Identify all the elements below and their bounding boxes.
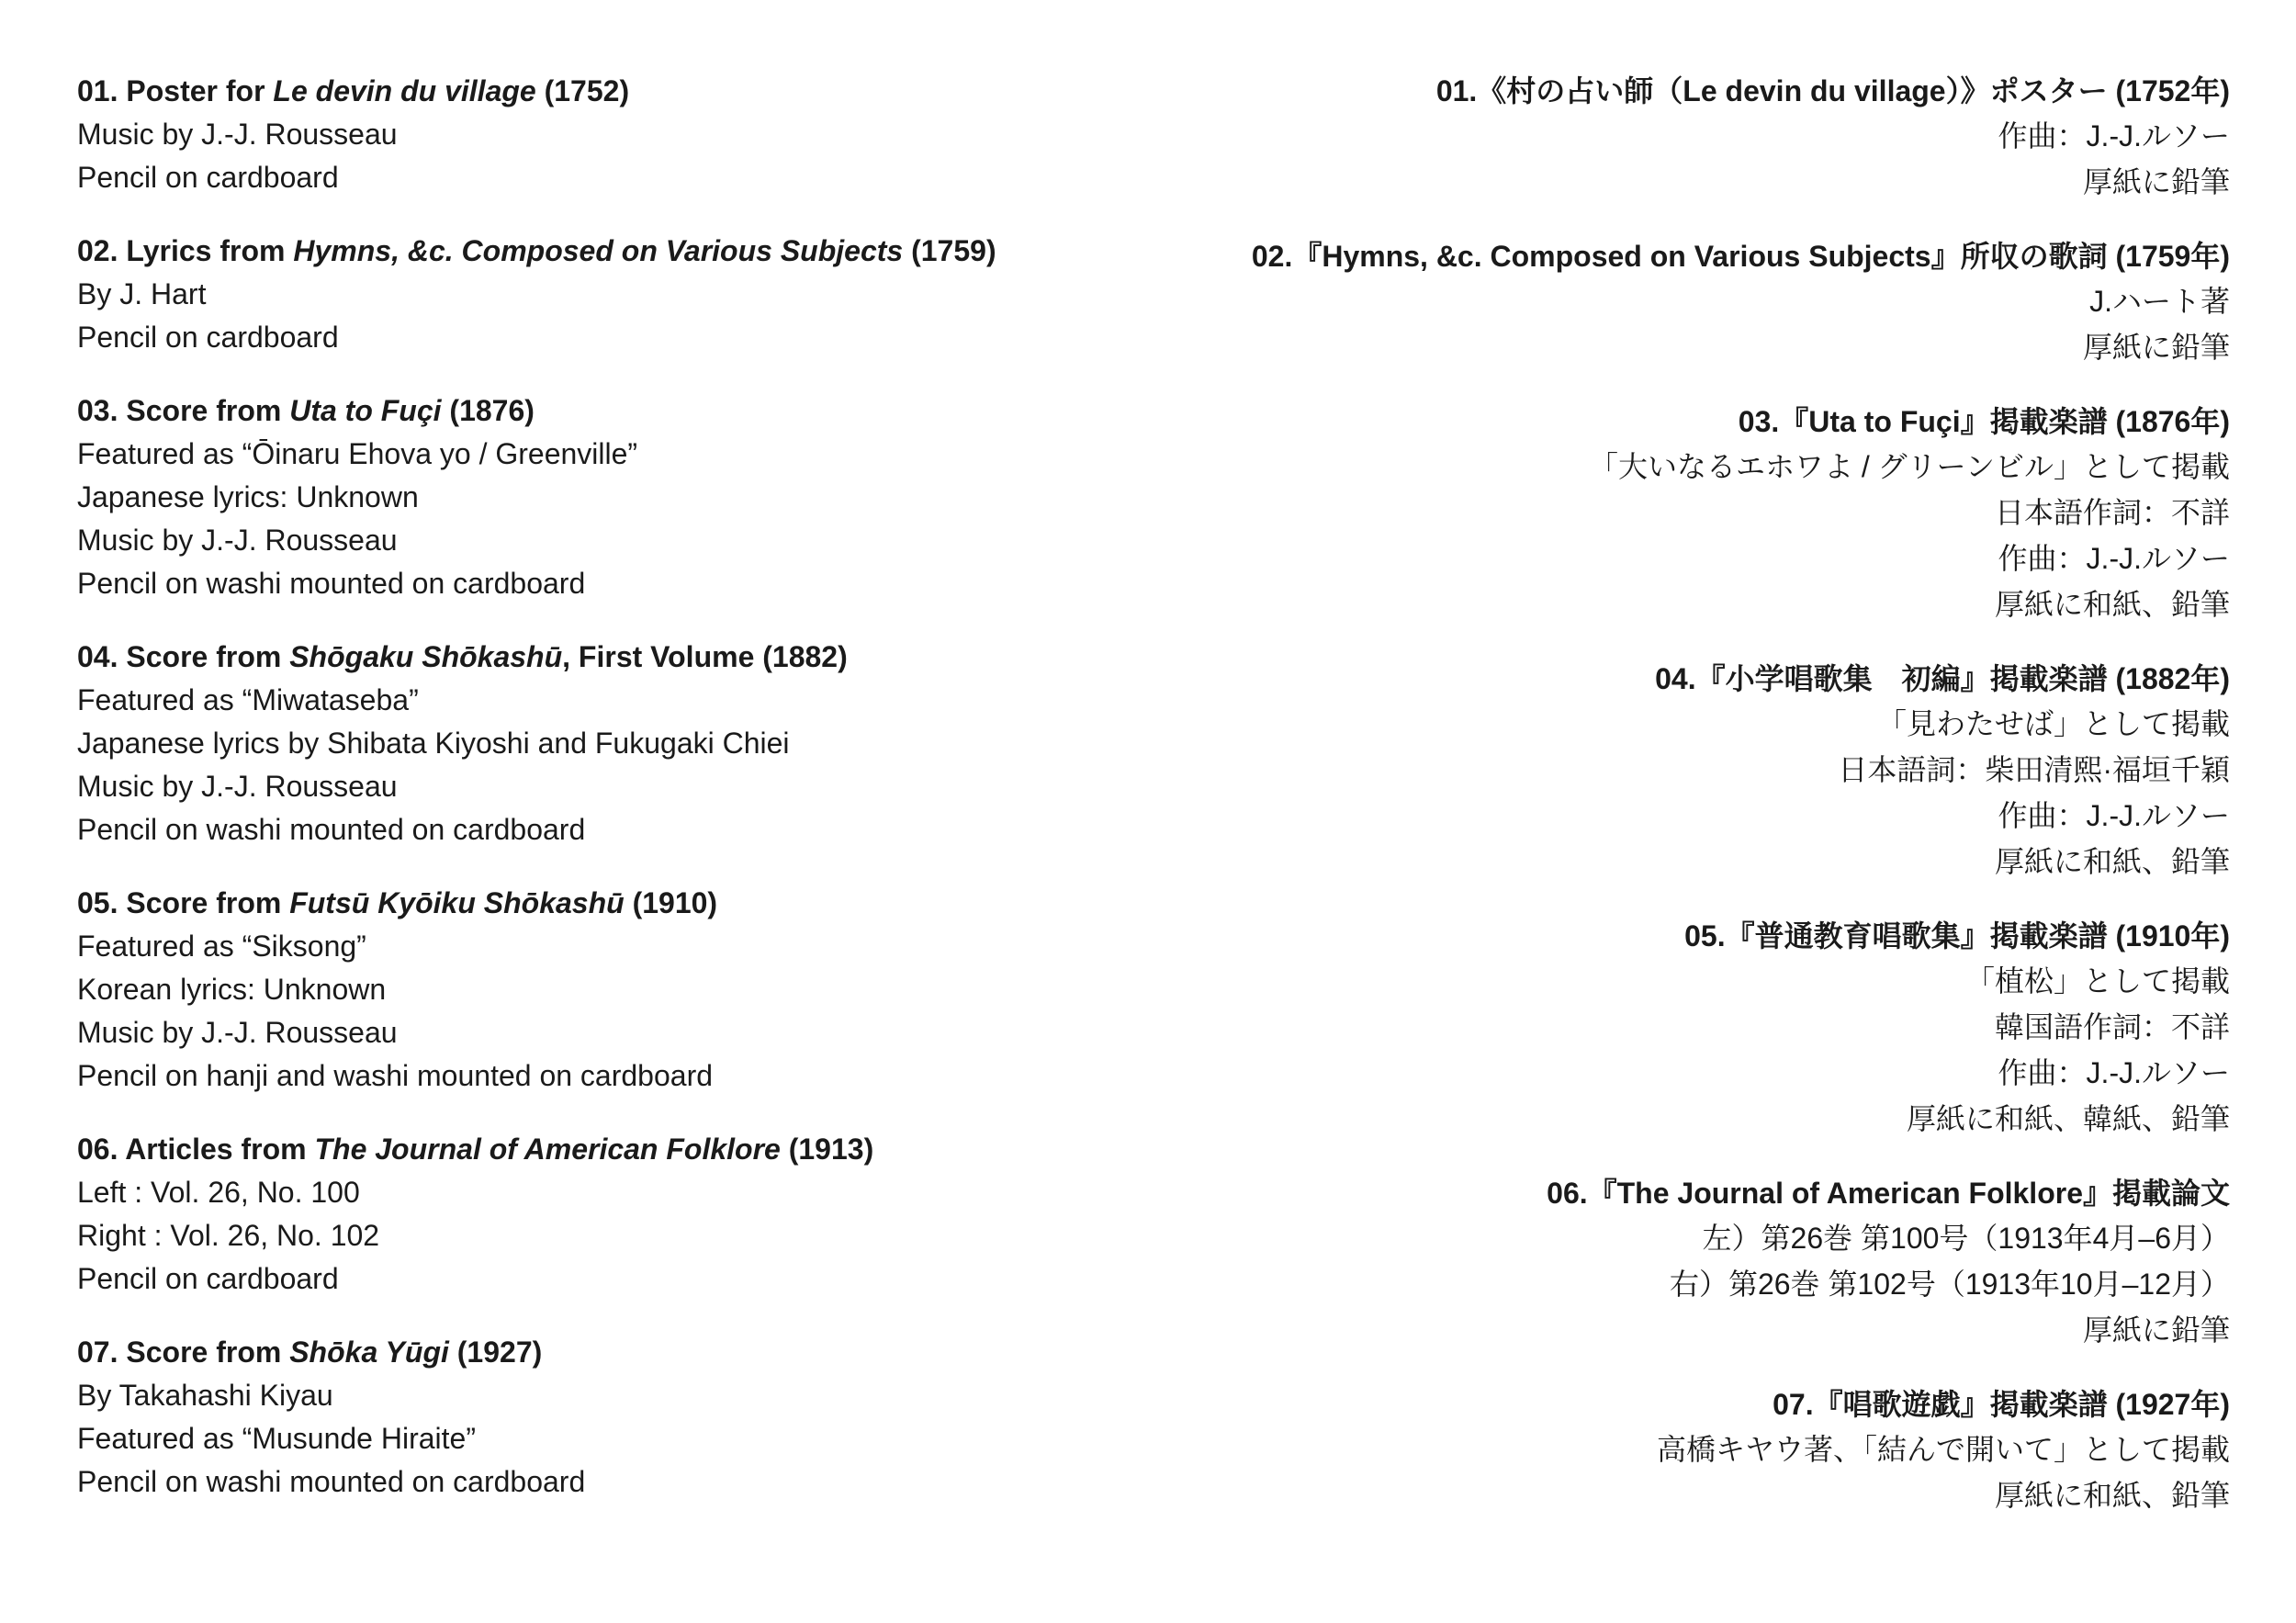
caption-line: Pencil on cardboard: [77, 321, 339, 354]
caption-line-jp: 厚紙に鉛筆: [2082, 165, 2230, 198]
caption-line-jp: 作曲：J.-J.ルソー: [1998, 542, 2230, 575]
caption-line: Left : Vol. 26, No. 100: [77, 1176, 360, 1209]
caption-line-jp: 「大いなるエホワよ / グリーンビル」として掲載: [1588, 450, 2230, 483]
caption-line: Music by J.-J. Rousseau: [77, 524, 398, 557]
caption-line: Right : Vol. 26, No. 102: [77, 1219, 380, 1252]
caption-line: By Takahashi Kiyau: [77, 1379, 333, 1412]
caption-title: 02. Lyrics from Hymns, &c. Composed on Various Subjects (1759): [77, 234, 996, 267]
caption-title: 04. Score from Shōgaku Shōkashū, First Volume (1882): [77, 640, 848, 673]
caption-line-jp: 左）第26巻 第100号（1913年4月–6月）: [1702, 1222, 2230, 1255]
caption-line-jp: 作曲：J.-J.ルソー: [1998, 119, 2230, 152]
caption-title-jp: 06.『The Journal of American Folklore』掲載論文: [1547, 1177, 2230, 1210]
caption-line: Japanese lyrics by Shibata Kiyoshi and Fukugaki Chiei: [77, 727, 790, 760]
caption-entry-jp: [1036, 915, 2230, 1142]
caption-line-jp: 日本語作詞：不詳: [1994, 496, 2230, 529]
caption-entry-jp: [1036, 400, 2230, 627]
caption-title: 07. Score from Shōka Yūgi (1927): [77, 1336, 543, 1369]
caption-line-jp: 厚紙に和紙、鉛筆: [1994, 845, 2230, 878]
caption-line: Music by J.-J. Rousseau: [77, 770, 398, 803]
caption-title: 06. Articles from The Journal of American Folklore (1913): [77, 1133, 874, 1166]
caption-line: Korean lyrics: Unknown: [77, 973, 387, 1006]
caption-line: Music by J.-J. Rousseau: [77, 118, 398, 151]
caption-line: Pencil on washi mounted on cardboard: [77, 1465, 586, 1498]
caption-line-jp: 右）第26巻 第102号（1913年10月–12月）: [1669, 1268, 2230, 1301]
caption-line: Pencil on cardboard: [77, 1262, 339, 1295]
caption-title: 03. Score from Uta to Fuçi (1876): [77, 394, 535, 427]
caption-line: Pencil on washi mounted on cardboard: [77, 813, 586, 846]
caption-line: Featured as “Musunde Hiraite”: [77, 1422, 476, 1455]
caption-title: 01. Poster for Le devin du village (1752): [77, 74, 630, 107]
caption-line-jp: 厚紙に和紙、韓紙、鉛筆: [1906, 1102, 2230, 1135]
caption-line-jp: 高橋キヤウ著、「結んで開いて」として掲載: [1656, 1433, 2230, 1466]
caption-line: Pencil on hanji and washi mounted on cardboard: [77, 1059, 714, 1092]
caption-entry-jp: [1036, 70, 2230, 205]
caption-line: Music by J.-J. Rousseau: [77, 1016, 398, 1049]
caption-title-jp: 02.『Hymns, &c. Composed on Various Subjects』所収の歌詞 (1759年): [1251, 240, 2230, 273]
caption-title-jp: 03.『Uta to Fuçi』掲載楽譜 (1876年): [1738, 405, 2230, 438]
caption-line-jp: 「植松」として掲載: [1964, 964, 2230, 997]
caption-title-jp: 05.『普通教育唱歌集』掲載楽譜 (1910年): [1684, 919, 2230, 952]
caption-line-jp: 「見わたせば」として掲載: [1876, 707, 2230, 740]
caption-title-jp: 04.『小学唱歌集 初編』掲載楽譜 (1882年): [1655, 662, 2230, 695]
caption-line-jp: 厚紙に和紙、鉛筆: [1994, 1479, 2230, 1512]
caption-title-jp: 07.『唱歌遊戯』掲載楽譜 (1927年): [1773, 1388, 2230, 1421]
caption-line: Pencil on washi mounted on cardboard: [77, 567, 586, 600]
caption-line-jp: 作曲：J.-J.ルソー: [1998, 799, 2230, 832]
caption-line: Japanese lyrics: Unknown: [77, 480, 419, 513]
caption-entry-jp: [1036, 1383, 2230, 1518]
caption-title-jp: 01.《村の占い師（Le devin du village）》ポスター (1752年): [1435, 74, 2230, 107]
caption-line-jp: 厚紙に和紙、鉛筆: [1994, 588, 2230, 621]
caption-line: Featured as “Miwataseba”: [77, 683, 419, 716]
caption-line-jp: 日本語詞：柴田清熙·福垣千穎: [1838, 753, 2230, 786]
caption-line-jp: 作曲：J.-J.ルソー: [1998, 1056, 2230, 1089]
caption-entry-jp: [1036, 658, 2230, 885]
caption-line: Pencil on cardboard: [77, 161, 339, 194]
japanese-captions: [1036, 70, 2230, 1518]
caption-line-jp: 厚紙に鉛筆: [2082, 1313, 2230, 1347]
caption-line: Featured as “Ōinaru Ehova yo / Greenville”: [77, 437, 638, 470]
caption-line-jp: J.ハート著: [2089, 285, 2230, 318]
caption-line: Featured as “Siksong”: [77, 930, 366, 963]
caption-line: By J. Hart: [77, 277, 207, 310]
caption-entry-jp: [1036, 235, 2230, 370]
caption-entry-jp: [1036, 1172, 2230, 1353]
caption-line-jp: 韓国語作詞：不詳: [1994, 1010, 2230, 1043]
caption-title: 05. Score from Futsū Kyōiku Shōkashū (1910): [77, 886, 718, 919]
caption-line-jp: 厚紙に鉛筆: [2082, 331, 2230, 364]
